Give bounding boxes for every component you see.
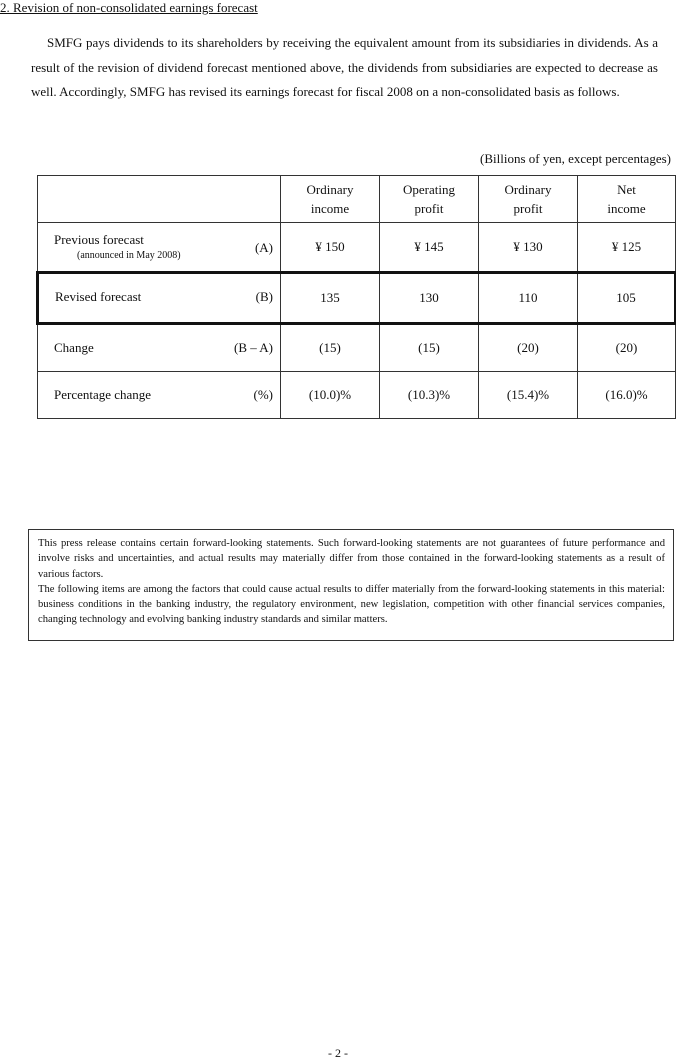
disclaimer-paragraph: The following items are among the factors that could cause actual results to differ materially from the forward-looking statements in this material: business conditions in the banking industry, the regulatory environment, new legislation, competition with other financial services companies, changing technology and evolving banking industry standards and similar matters. [38,583,665,626]
header-line: Ordinary [504,182,552,197]
table-cell: (15.4)% [479,372,578,419]
table-row-revised-forecast [38,273,676,324]
row-label-cell [38,273,281,324]
table-cell: ¥ 130 [479,223,578,273]
header-line: income [310,201,350,216]
row-tag: (B) [255,289,273,304]
header-line: profit [414,201,444,216]
row-tag: (A) [254,240,273,255]
table-cell: 135 [281,273,380,324]
earnings-forecast-table [36,175,676,419]
row-label: Percentage change [54,387,152,402]
table-cell: (20) [479,324,578,372]
header-line: profit [513,201,543,216]
header-line: Operating [403,182,455,197]
table-header-operating-profit [380,176,479,223]
table-cell: (10.0)% [281,372,380,419]
units-note: (Billions of yen, except percentages) [480,151,671,166]
row-label: Change [54,340,94,355]
header-line: Net [617,182,636,197]
table-header-net-income [578,176,676,223]
table-row-change [38,324,676,372]
table-cell: ¥ 150 [281,223,380,273]
row-label-cell [38,324,281,372]
intro-paragraph: SMFG pays dividends to its shareholders by receiving the equivalent amount from its subsidiaries in dividends. As a result of the revision of dividend forecast mentioned above, the dividends from subsidiaries are expected to decrease as well. Accordingly, SMFG has revised its earnings forecast for fiscal 2008 on a non-consolidated basis as follows. [31,35,658,99]
table-cell: 110 [479,273,578,324]
row-label: Revised forecast [55,289,142,304]
table-cell: 130 [380,273,479,324]
row-sublabel: (announced in May 2008) [77,250,181,261]
table-cell: ¥ 125 [578,223,676,273]
table-cell: ¥ 145 [380,223,479,273]
table-header-empty [38,176,281,223]
section-heading: 2. Revision of non-consolidated earnings forecast [0,0,258,15]
row-label-cell [38,223,281,273]
table-cell: (10.3)% [380,372,479,419]
table-cell: (15) [281,324,380,372]
forward-looking-disclaimer [28,529,674,641]
table-header-ordinary-profit [479,176,578,223]
table-header-ordinary-income [281,176,380,223]
table-row-previous-forecast [38,223,676,273]
table-cell: (15) [380,324,479,372]
row-label-cell [38,372,281,419]
table-row-percentage-change [38,372,676,419]
disclaimer-paragraph: This press release contains certain forward-looking statements. Such forward-looking statements are not guarantees of future performance and involve risks and uncertainties, and actual results may materially differ from those contained in the forward-looking statements as a result of various factors. [38,538,665,580]
table-header-row [38,176,676,223]
page-number: - 2 - [328,1046,348,1060]
table-cell: (20) [578,324,676,372]
table-cell: 105 [578,273,676,324]
header-line: Ordinary [306,182,354,197]
row-label: Previous forecast [54,232,144,247]
header-line: income [607,201,646,216]
row-tag: (%) [253,387,273,402]
row-tag: (B – A) [234,340,273,355]
table-cell: (16.0)% [578,372,676,419]
